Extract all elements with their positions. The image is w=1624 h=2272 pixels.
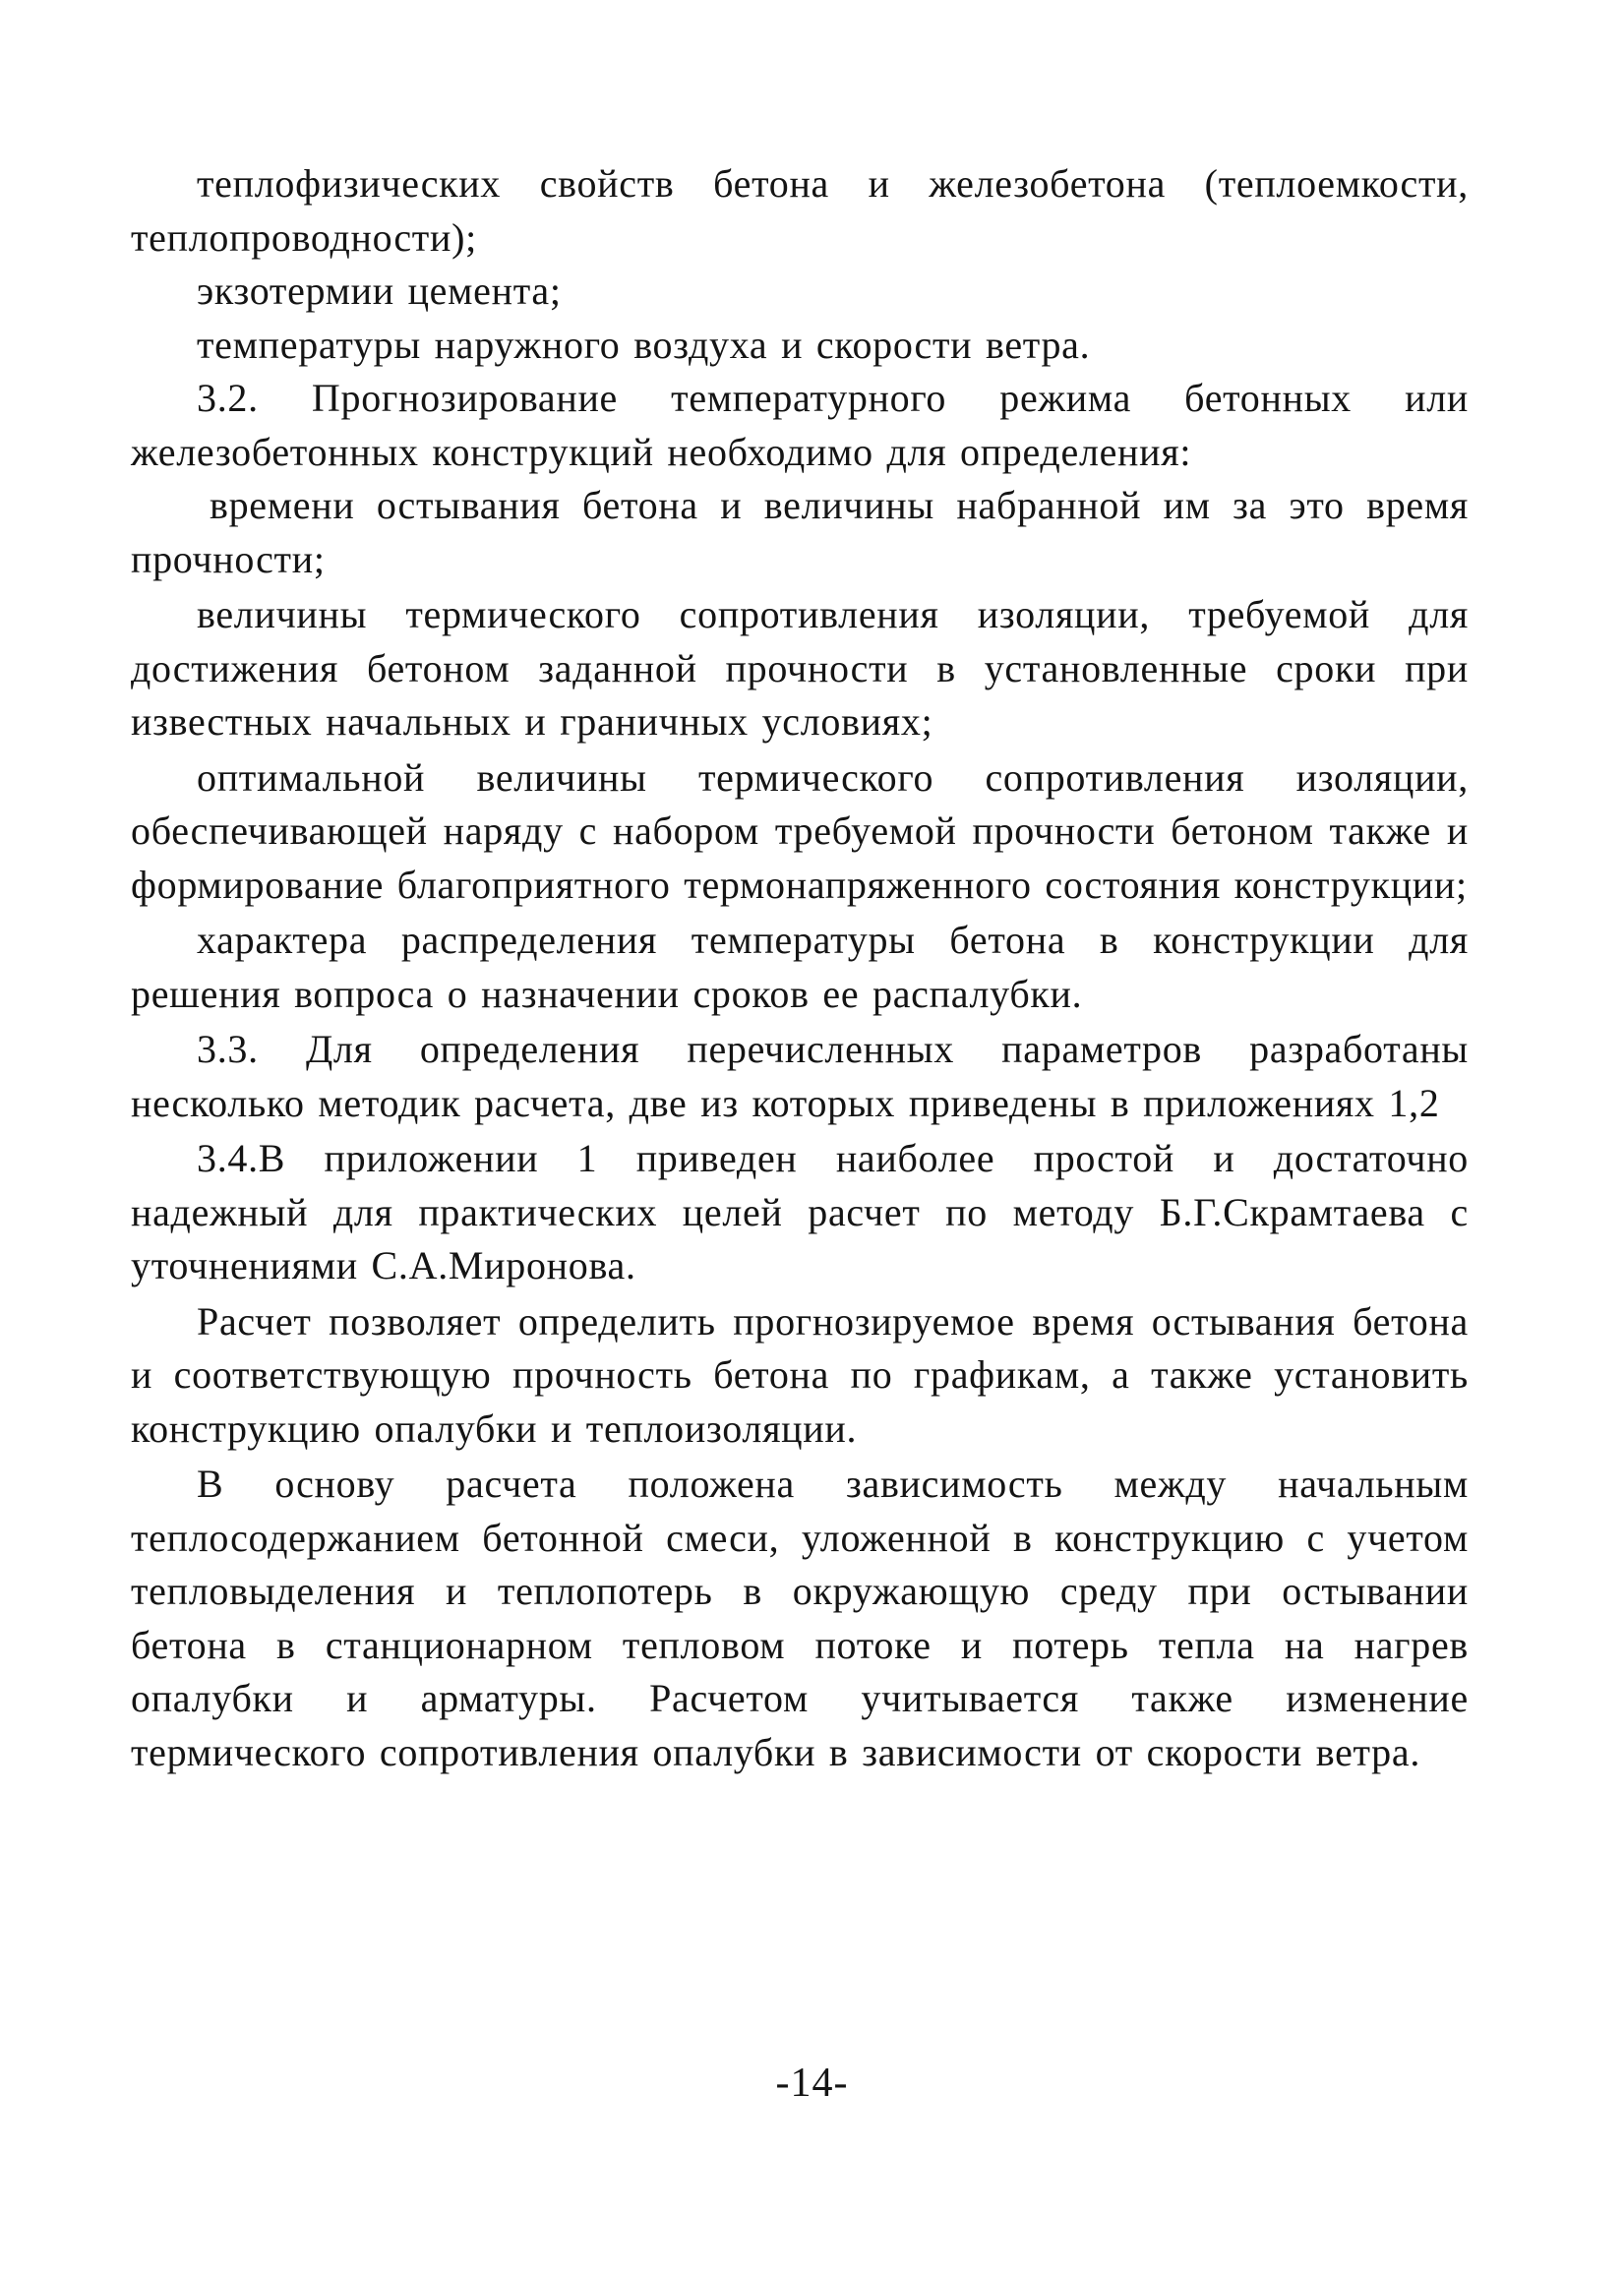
body-text bbox=[131, 157, 1469, 1779]
paragraph-section-3-2: 3.2. Прогнозирование температурного режима бетонных или железобетонных конструкций необходимо для определения: bbox=[131, 376, 1469, 474]
paragraph-section-3-4: 3.4.В приложении 1 приведен наиболее простой и достаточно надежный для практических целей расчет по методу Б.Г.Скрамтаева с уточнениями С.А.Миронова. bbox=[131, 1136, 1469, 1287]
paragraph-cooling-time: времени остывания бетона и величины набранной им за это время прочности; bbox=[131, 483, 1469, 581]
paragraph-calculation-purpose: Расчет позволяет определить прогнозируемое время остывания бетона и соответствующую прочность бетона по графикам, а также установить конструкцию опалубки и теплоизоляции. bbox=[131, 1298, 1469, 1451]
paragraph-thermophysical-properties: теплофизических свойств бетона и железобетона (теплоемкости, теплопроводности); bbox=[131, 161, 1469, 260]
paragraph-optimal-resistance: оптимальной величины термического сопротивления изоляции, обеспечивающей наряду с набором требуемой прочности бетоном также и формирование благоприятного термонапряженного состояния конструкции; bbox=[131, 754, 1469, 907]
paragraph-air-temperature: температуры наружного воздуха и скорости ветра. bbox=[197, 322, 1091, 367]
paragraph-calculation-basis: В основу расчета положена зависимость между начальным теплосодержанием бетонной смеси, уложенной в конструкцию с учетом тепловыделения и теплопотерь в окружающую среду при остывании бетона в станционарном тепловом потоке и потерь тепла на нагрев опалубки и арматуры. Расчетом учитывается также изменение термического сопротивления опалубки в зависимости от скорости ветра. bbox=[131, 1462, 1469, 1774]
paragraph-insulation-resistance: величины термического сопротивления изоляции, требуемой для достижения бетоном заданной прочности в установленные сроки при известных начальных и граничных условиях; bbox=[131, 592, 1469, 744]
paragraph-section-3-3: 3.3. Для определения перечисленных параметров разработаны несколько методик расчета, две из которых приведены в приложениях 1,2 bbox=[131, 1027, 1469, 1125]
page-number: -14- bbox=[775, 2061, 849, 2106]
paragraph-cement-exotherm: экзотермии цемента; bbox=[197, 269, 562, 313]
paragraph-temperature-distribution: характера распределения температуры бетона в конструкции для решения вопроса о назначении сроков ее распалубки. bbox=[131, 918, 1469, 1016]
